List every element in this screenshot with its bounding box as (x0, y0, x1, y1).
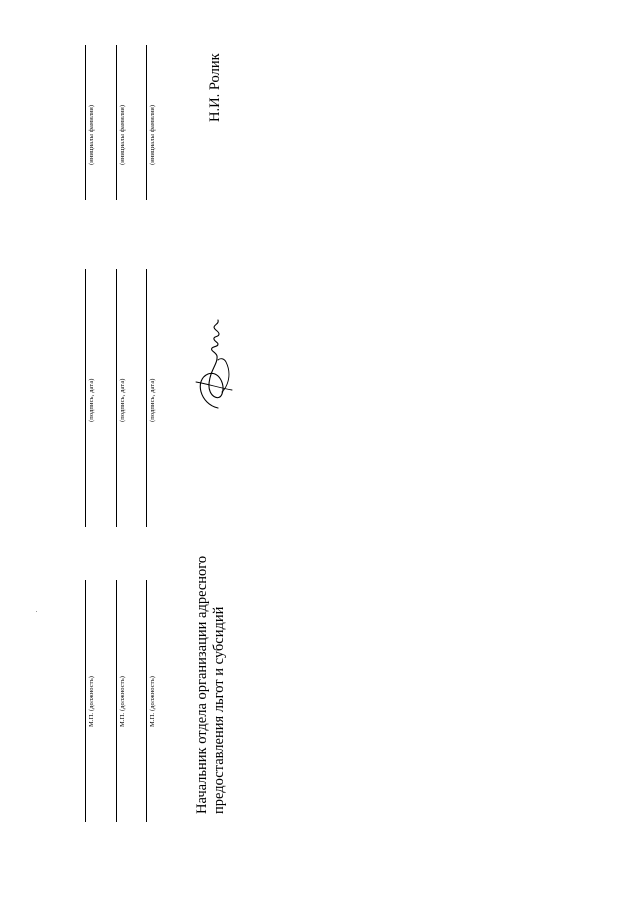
position-caption: М.П. (должность) (119, 675, 126, 727)
signature-line (146, 269, 147, 527)
initials-line (85, 45, 86, 200)
official-title (194, 556, 228, 814)
initials-caption: (инициалы фамилия) (149, 104, 156, 165)
signature-caption: (подпись, дата) (119, 378, 126, 422)
signature-row (143, 0, 183, 902)
signature-caption: (подпись, дата) (88, 378, 95, 422)
position-line (116, 580, 117, 822)
signature-line (85, 269, 86, 527)
official-name: Н.И. Ролик (207, 53, 223, 122)
initials-line (146, 45, 147, 200)
signature-caption: (подпись, дата) (149, 378, 156, 422)
initials-caption: (инициалы фамилия) (119, 104, 126, 165)
position-line (146, 580, 147, 822)
handwritten-signature (188, 318, 240, 414)
signature-line (116, 269, 117, 527)
official-title-line-2: предоставления льгот и субсидий (211, 606, 227, 814)
initials-caption: (инициалы фамилия) (88, 104, 95, 165)
position-caption: М.П. (должность) (88, 675, 95, 727)
position-caption: М.П. (должность) (149, 675, 156, 727)
official-title-line-1: Начальник отдела организации адресного (194, 555, 210, 814)
scan-speck (36, 611, 37, 612)
initials-line (116, 45, 117, 200)
position-line (85, 580, 86, 822)
